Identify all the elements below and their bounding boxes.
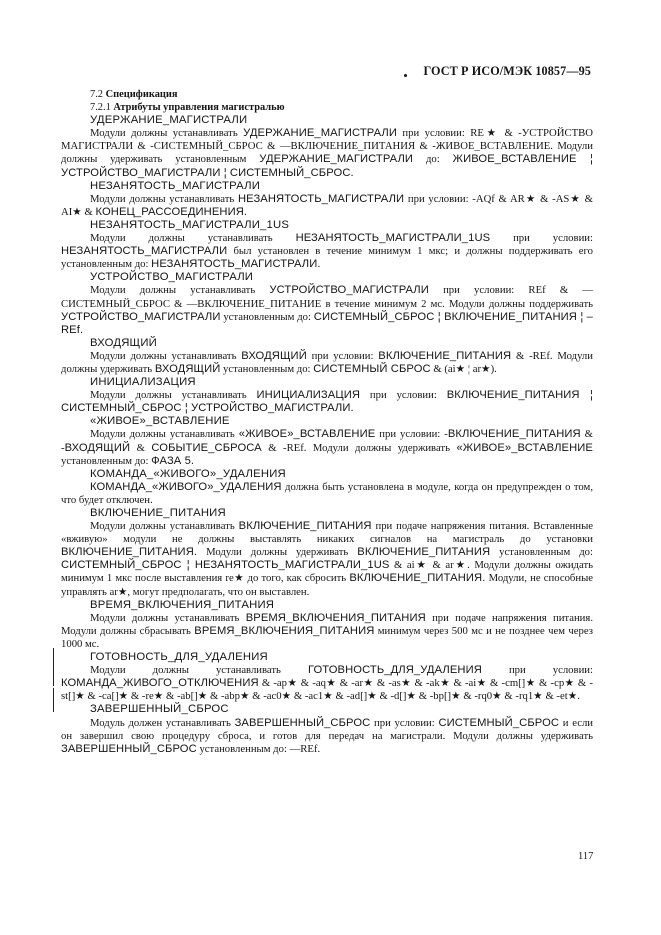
description-text: Модули должны устанавливать xyxy=(90,428,239,441)
signal-name: ЗАВЕРШЕННЫЙ_СБРОС xyxy=(61,742,197,755)
description-text: Модули должны устанавливать xyxy=(90,127,244,140)
description-text: Модули должны удерживать xyxy=(197,546,358,559)
attribute-description xyxy=(61,232,593,271)
description-text: должна быть установлена в модуле, когда он предупрежден о том, что будет отключен. xyxy=(61,480,593,506)
signal-name: КОМАНДА_ЖИВОГО_ОТКЛЮЧЕНИЯ xyxy=(61,677,259,690)
signal-name: «ЖИВОЕ»_ВСТАВЛЕНИЕ xyxy=(456,441,593,454)
signal-name: УСТРОЙСТВО_МАГИСТРАЛИ xyxy=(269,284,429,297)
description-text: при подаче напряжения питания. Модули должны сбрасывать xyxy=(61,611,593,637)
signal-name: ВКЛЮЧЕНИЕ_ПИТАНИЯ xyxy=(357,546,491,559)
standard-header: ГОСТ Р ИСО/МЭК 10857—95 xyxy=(423,64,591,78)
description-text: & ai★ & ar★. Модули должны ожидать минимум 1 мкс после выставления re★ до того, как сбросить xyxy=(61,559,594,585)
signal-name: УДЕРЖАНИЕ_МАГИСТРАЛИ xyxy=(243,127,397,140)
section-number: 7.2 xyxy=(90,89,103,100)
attribute-description xyxy=(61,127,593,179)
description-text: Модули должны устанавливать xyxy=(90,232,296,245)
description-text: установленным до: xyxy=(220,310,314,323)
signal-name: УДЕРЖАНИЕ_МАГИСТРАЛИ xyxy=(259,153,414,166)
description-text: при условии: xyxy=(306,349,379,362)
description-text: при условии: xyxy=(370,716,439,729)
description-text: Модули должны устанавливать xyxy=(90,349,242,362)
signal-name: ВКЛЮЧЕНИЕ_ПИТАНИЯ xyxy=(238,520,372,533)
description-text: при условии: - xyxy=(375,428,448,441)
signal-name: СОБЫТИЕ_СБРОСА xyxy=(151,441,262,454)
signal-name: ВХОДЯЩИЙ xyxy=(154,362,221,375)
signal-name: ЖИВОЕ_ВСТАВЛЕНИЕ ¦ УСТРОЙСТВО_МАГИСТРАЛИ ¦ СИСТЕМНЫЙ_СБРОС. xyxy=(61,153,593,179)
attribute-description xyxy=(61,193,593,219)
description-text: был установлен в течение минимум 1 мкс; и должны поддерживать его установленным до: xyxy=(61,245,593,271)
signal-name: КОНЕЦ_РАССОЕДИНЕНИЯ. xyxy=(95,205,248,218)
description-text: установленным до: —REf. xyxy=(196,742,321,755)
description-text: & -REf. Модули должны удерживать xyxy=(61,349,593,375)
subsection-number: 7.2.1 xyxy=(90,102,111,114)
description-text: при условии: -AQf & AR★ & -AS★ & AI★ & xyxy=(61,192,593,218)
attribute-description xyxy=(61,284,593,336)
attribute-term: «ЖИВОЕ»_ВСТАВЛЕНИЕ xyxy=(90,415,230,428)
signal-name: КОМАНДА_«ЖИВОГО»_УДАЛЕНИЯ xyxy=(90,480,282,493)
description-text: при условии: xyxy=(360,389,447,402)
attribute-term: ИНИЦИАЛИЗАЦИЯ xyxy=(90,376,196,389)
description-text: при условии: RE★ & -УСТРОЙСТВО МАГИСТРАЛИ & -СИСТЕМНЫЙ_СБРОС & —ВКЛЮЧЕНИЕ_ПИТАНИЯ & -ЖИВОЕ_ВСТАВЛЕНИЕ. Модули должны удерживать установленным xyxy=(61,127,593,166)
document-body xyxy=(61,88,593,756)
description-text: Модули должны устанавливать xyxy=(90,611,246,624)
description-text: & -REf. Модули должны удерживать xyxy=(261,441,457,454)
signal-name: СИСТЕМНЫЙ_СБРОС ¦ НЕЗАНЯТОСТЬ_МАГИСТРАЛИ_1US xyxy=(61,559,390,572)
signal-name: СИСТЕМНЫЙ СБРОС xyxy=(313,362,431,375)
description-text: & - xyxy=(61,428,593,454)
signal-name: НЕЗАНЯТОСТЬ_МАГИСТРАЛИ xyxy=(61,245,228,258)
signal-name: НЕЗАНЯТОСТЬ_МАГИСТРАЛИ_1US xyxy=(295,232,491,245)
attribute-description xyxy=(61,428,593,467)
description-text: & xyxy=(130,441,152,454)
attribute-term: УДЕРЖАНИЕ_МАГИСТРАЛИ xyxy=(90,114,248,127)
description-text: Модули должны устанавливать xyxy=(90,664,308,677)
signal-name: ВРЕМЯ_ВКЛЮЧЕНИЯ_ПИТАНИЯ xyxy=(245,611,426,624)
description-text: Модули должны устанавливать xyxy=(90,192,238,205)
signal-name: ВКЛЮЧЕНИЕ_ПИТАНИЯ. xyxy=(349,572,486,585)
signal-name: ИНИЦИАЛИЗАЦИЯ xyxy=(256,389,361,402)
description-text: & -ap★ & -aq★ & -ar★ & -as★ & -ak★ & -ai★ & -cm[]★ & -cp★ & -st[]★ & -ca[]★ & -re★ & -ab[]★ & -abp★ & -ac0★ & -ac1★ & -ad[]★ & -d[]★ & -bp[]★ & -rq0★ & -rq1★ & -et★. xyxy=(61,677,593,703)
attribute-term: ГОТОВНОСТЬ_ДЛЯ_УДАЛЕНИЯ xyxy=(90,651,268,664)
attribute-term: КОМАНДА_«ЖИВОГО»_УДАЛЕНИЯ xyxy=(90,467,286,480)
signal-name: ВХОДЯЩИЙ xyxy=(64,441,131,454)
page-number: 117 xyxy=(578,851,594,862)
signal-name: ФАЗА 5. xyxy=(151,454,195,467)
description-text: установленным до: xyxy=(490,546,593,559)
signal-name: ВРЕМЯ_ВКЛЮЧЕНИЯ_ПИТАНИЯ xyxy=(194,624,375,637)
signal-name: УСТРОЙСТВО_МАГИСТРАЛИ xyxy=(61,310,221,323)
attribute-term: НЕЗАНЯТОСТЬ_МАГИСТРАЛИ xyxy=(90,179,261,192)
signal-name: «ЖИВОЕ»_ВСТАВЛЕНИЕ xyxy=(238,428,376,441)
signal-name: ГОТОВНОСТЬ_ДЛЯ_УДАЛЕНИЯ xyxy=(307,664,482,677)
attribute-term: НЕЗАНЯТОСТЬ_МАГИСТРАЛИ_1US xyxy=(90,218,290,231)
signal-name: ВКЛЮЧЕНИЕ_ПИТАНИЯ xyxy=(378,349,512,362)
subsection-heading xyxy=(90,101,593,114)
signal-name: СИСТЕМНЫЙ_СБРОС xyxy=(438,716,560,729)
margin-dot xyxy=(404,74,407,77)
attribute-term: ВКЛЮЧЕНИЕ_ПИТАНИЯ xyxy=(90,507,226,519)
attribute-term: ВХОДЯЩИЙ xyxy=(90,336,157,349)
attribute-description xyxy=(61,389,593,415)
description-text: Модули должны устанавливать xyxy=(90,284,270,297)
attribute-term: ЗАВЕРШЕННЫЙ_СБРОС xyxy=(90,703,229,716)
signal-name: НЕЗАНЯТОСТЬ_МАГИСТРАЛИ. xyxy=(151,258,321,271)
attribute-description xyxy=(61,350,593,376)
description-text: при условии: xyxy=(490,232,593,245)
attribute-list xyxy=(61,114,593,756)
description-text: Модули должны устанавливать xyxy=(90,389,257,402)
description-text: & (ai★ ¦ ar★). xyxy=(430,362,497,375)
description-text: и если он завершил свою процедуру сброса, и готов для передач на магистрали. Модули должны удерживать xyxy=(61,716,593,742)
description-text: при условии: xyxy=(481,664,593,677)
description-text: до: xyxy=(413,153,453,166)
signal-name: ЗАВЕРШЕННЫЙ_СБРОС xyxy=(234,716,371,729)
attribute-description xyxy=(61,520,593,599)
attribute-term: ВРЕМЯ_ВКЛЮЧЕНИЯ_ПИТАНИЯ xyxy=(90,598,275,611)
change-bar-top xyxy=(53,648,54,686)
attribute-description xyxy=(61,481,593,507)
subsection-title: Атрибуты управления магистралью xyxy=(113,102,285,114)
description-text: минимум через 500 мс и не позднее чем через 1000 мс. xyxy=(61,624,593,650)
description-text: при подаче напряжения питания. Вставленные «вживую» модули не должны выставлять никаких сигналов на магистраль до установки xyxy=(61,520,594,546)
signal-name: ВКЛЮЧЕНИЕ_ПИТАНИЯ. xyxy=(61,546,198,559)
change-bar-bottom xyxy=(53,688,54,712)
attribute-description xyxy=(61,664,593,703)
attribute-term: УСТРОЙСТВО_МАГИСТРАЛИ xyxy=(90,271,254,284)
section-heading xyxy=(90,88,593,101)
section-title: Спецификация xyxy=(105,89,178,100)
signal-name: ВКЛЮЧЕНИЕ_ПИТАНИЯ xyxy=(447,428,581,441)
signal-name: НЕЗАНЯТОСТЬ_МАГИСТРАЛИ xyxy=(237,192,405,205)
description-text: установленным до: xyxy=(220,362,314,375)
description-text: Модуль должен устанавливать xyxy=(90,716,235,729)
signal-name: ВКЛЮЧЕНИЕ_ПИТАНИЯ ¦ СИСТЕМНЫЙ_СБРОС ¦ УСТРОЙСТВО_МАГИСТРАЛИ. xyxy=(61,389,593,415)
signal-name: ВХОДЯЩИЙ xyxy=(241,349,307,362)
description-text: при условии: REf & —СИСТЕМНЫЙ_СБРОС & —ВКЛЮЧЕНИЕ_ПИТАНИЕ в течение минимум 2 мс. Модули должны поддерживать xyxy=(61,284,594,310)
description-text: Модули должны устанавливать xyxy=(90,520,239,533)
description-text: установленным до: xyxy=(61,454,152,467)
attribute-description xyxy=(61,717,593,756)
signal-name: СИСТЕМНЫЙ_СБРОС ¦ ВКЛЮЧЕНИЕ_ПИТАНИЯ ¦ –REf. xyxy=(61,310,593,336)
attribute-description xyxy=(61,612,593,651)
description-text: Модули, не способные управлять ar★, могут предполагать, что он выставлен. xyxy=(61,572,593,598)
